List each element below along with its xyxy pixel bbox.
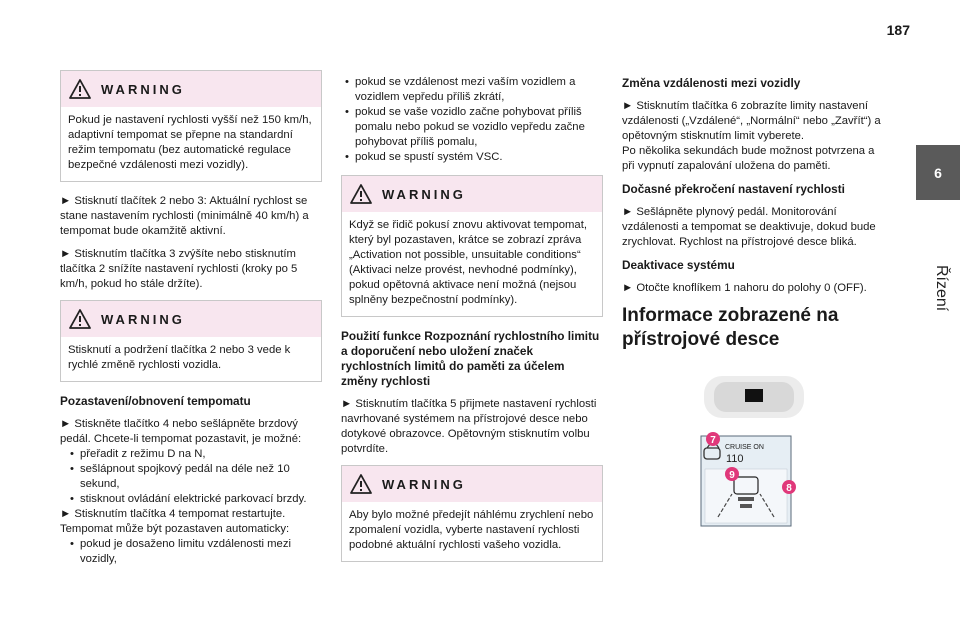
warning-text: Když se řidič pokusí znovu aktivovat tempomat, který byl pozastaven, krátce se zobrazí zpráva „Activation not possible, unsuitable conditions“ (Aktivaci nelze provést, nevhodné podmínky), pokud opětovná aktivace není možná (nejsou splněny bezpečnostní podmínky).: [349, 219, 587, 306]
warning-title: WARNING: [101, 311, 185, 327]
warning-title: WARNING: [101, 81, 185, 97]
warning-title: WARNING: [382, 476, 466, 492]
paragraph: ► Stisknutí tlačítek 2 nebo 3: Aktuální rychlost se stane nastavením rychlosti (minimálně 40 km/h) a tempomat bude okamžitě aktivní.: [60, 195, 309, 237]
warning-title: WARNING: [382, 186, 466, 202]
warning-text: Stisknutí a podržení tlačítka 2 nebo 3 vede k rychlé změně rychlosti vozidla.: [68, 344, 291, 371]
chapter-heading: Informace zobrazené na přístrojové desce: [622, 305, 839, 350]
column-1: [60, 70, 322, 567]
bullet-list: [60, 447, 322, 507]
bullet-list: [341, 75, 603, 165]
column-2: [341, 70, 603, 574]
svg-text:9: 9: [729, 470, 735, 481]
paragraph: Po několika sekundách bude možnost potvrzena a při vypnutí zapalování uložena do paměti.: [622, 145, 875, 172]
svg-text:7: 7: [710, 435, 716, 446]
warning-header: [61, 301, 321, 337]
chapter-label: Řízení: [933, 265, 950, 312]
warning-box: [60, 300, 322, 382]
section-heading: Pozastavení/obnovení tempomatu: [60, 394, 251, 408]
column-3: [622, 70, 887, 566]
chapter-tab[interactable]: 6: [916, 145, 960, 200]
warning-text: Aby bylo možné předejít náhlému zrychlení nebo zpomalení vozidla, vyberte nastavení rychlosti podobné aktuální rychlosti vašeho vozidla.: [349, 509, 594, 551]
paragraph: ► Stiskněte tlačítko 4 nebo sešlápněte brzdový pedál. Chcete-li tempomat pozastavit, je možné:: [60, 418, 302, 445]
cruise-status-label: CRUISE ON: [725, 444, 764, 451]
paragraph: ► Stisknutím tlačítka 5 přijmete nastavení rychlosti navrhované systémem na přístrojové desce nebo dotykové obrazovce. Opětovným stisknutím volbu potvrdíte.: [341, 398, 597, 455]
paragraph: Tempomat může být pozastaven automaticky:: [60, 523, 290, 535]
page-number: 187: [886, 22, 910, 38]
dashboard-diagram: [622, 366, 887, 566]
warning-header: [61, 71, 321, 107]
cluster-display: [701, 436, 791, 526]
paragraph: ► Stisknutím tlačítka 6 zobrazíte limity nastavení vzdálenosti („Vzdálené“, „Normální“ nebo „Zavřít“) a opětovným stisknutím limit vyberete.: [622, 100, 881, 142]
warning-triangle-icon: [350, 184, 372, 204]
dashboard-overview: [704, 376, 804, 418]
instrument-panel-illustration: [622, 366, 887, 566]
list-item: • pokud je dosaženo limitu vzdálenosti mezi vozidly,: [66, 537, 322, 567]
callout-9: [725, 467, 739, 481]
section-heading: Dočasné překročení nastavení rychlosti: [622, 182, 845, 196]
warning-header: [342, 466, 602, 502]
paragraph: ► Sešlápněte plynový pedál. Monitorování vzdálenosti a tempomat se deaktivuje, dokud bude zrychlovat. Rychlost na přístrojové desce bliká.: [622, 206, 876, 248]
list-item: • stisknout ovládání elektrické parkovací brzdy.: [66, 492, 322, 507]
callout-8: [782, 480, 796, 494]
paragraph: ► Otočte knoflíkem 1 nahoru do polohy 0 (OFF).: [622, 282, 867, 294]
warning-header: [342, 176, 602, 212]
svg-text:8: 8: [786, 483, 792, 494]
warning-triangle-icon: [69, 309, 91, 329]
list-item: • pokud se spustí systém VSC.: [341, 150, 603, 165]
paragraph: ► Stisknutím tlačítka 4 tempomat restartujte.: [60, 508, 286, 520]
list-item: • sešlápnout spojkový pedál na déle než 10 sekund,: [66, 462, 322, 492]
section-heading: Změna vzdálenosti mezi vozidly: [622, 76, 801, 90]
warning-text: Pokud je nastavení rychlosti vyšší než 150 km/h, adaptivní tempomat se přepne na standardní režim tempomatu (bez automatické regulace bezpečné vzdálenosti mezi vozidly).: [68, 114, 312, 171]
set-speed-value: 110: [726, 453, 744, 465]
list-item: • pokud se vaše vozidlo začne pohybovat příliš pomalu nebo pokud se vozidlo vepředu začne pohybovat příliš pomalu,: [341, 105, 603, 150]
callout-7: [706, 432, 720, 446]
warning-box: [341, 175, 603, 317]
bullet-list: [60, 537, 322, 567]
section-heading: Použití funkce Rozpoznání rychlostního limitu a doporučení nebo uložení značek rychlostních limitů do paměti za účelem změny rychlosti: [341, 329, 600, 388]
warning-box: [60, 70, 322, 182]
list-item: • přeřadit z režimu D na N,: [66, 447, 322, 462]
warning-triangle-icon: [350, 474, 372, 494]
warning-triangle-icon: [69, 79, 91, 99]
paragraph: ► Stisknutím tlačítka 3 zvýšíte nebo stisknutím tlačítka 2 snížíte nastavení rychlosti (kroky po 5 km/h, pokud ho stále držíte).: [60, 248, 298, 290]
list-item: • pokud se vzdálenost mezi vaším vozidlem a vozidlem vepředu příliš zkrátí,: [341, 75, 603, 105]
section-heading: Deaktivace systému: [622, 258, 735, 272]
warning-box: [341, 465, 603, 562]
